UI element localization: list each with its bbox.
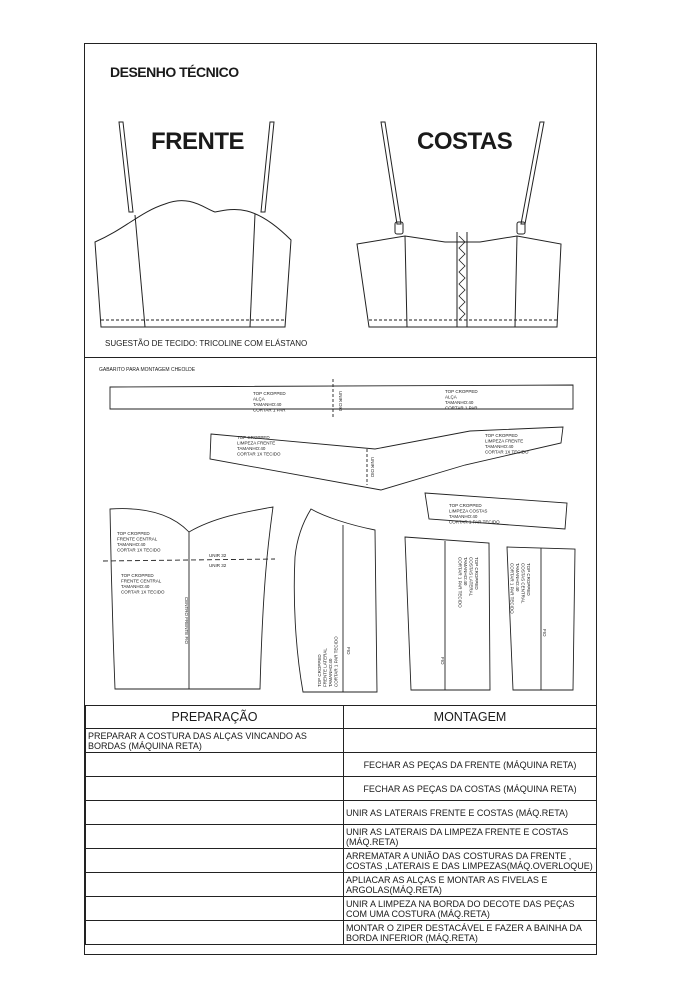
- fabric-suggestion: SUGESTÃO DE TECIDO: TRICOLINE COM ELÁSTANO: [105, 339, 308, 348]
- technical-drawing-section: [85, 44, 596, 358]
- facing-front-label-right: TOP CROPPED LIMPEZA FRENTE TAMANHO:40 CORTAR 1X TECIDO: [485, 433, 529, 455]
- pattern-drawings: [85, 357, 596, 705]
- facing-back-label: TOP CROPPED LIMPEZA COSTAS TAMANHO:40 CORTAR 1 PAR TECIDO: [449, 503, 500, 525]
- prep-header: PREPARAÇÃO: [86, 706, 344, 729]
- production-table: [85, 705, 597, 945]
- center-front-fold-label: CENTRO FRENTE FIO: [184, 597, 189, 644]
- prep-cell: [86, 873, 344, 897]
- assembly-cell: FECHAR AS PEÇAS DA COSTAS (MÁQUINA RETA): [344, 777, 597, 801]
- back-label: COSTAS: [417, 128, 513, 155]
- back-view-drawing: [357, 122, 561, 327]
- prep-cell: [86, 801, 344, 825]
- assembly-cell: UNIR AS LATERAIS DA LIMPEZA FRENTE E COSTAS (MÁQ.RETA): [344, 825, 597, 849]
- facing-front-label-left: TOP CROPPED LIMPEZA FRENTE TAMANHO:40 CORTAR 1X TECIDO: [237, 435, 281, 457]
- prep-cell: [86, 921, 344, 945]
- table-row: [86, 921, 597, 945]
- assembly-cell: UNIR A LIMPEZA NA BORDA DO DECOTE DAS PEÇAS COM UMA COSTURA (MÁQ.RETA): [344, 897, 597, 921]
- back-center-label: TOP CROPPEDCOSTAS CENTRALTAMANHO:40CORTAR 1 PAR TECIDO: [509, 563, 531, 614]
- pattern-pieces-section: [85, 357, 596, 706]
- table-row: [86, 825, 597, 849]
- strap-label-left: TOP CROPPED ALÇA TAMANHO:40 CORTAR 1 PAR: [253, 391, 286, 413]
- technical-sheet: [84, 43, 597, 955]
- assembly-header: MONTAGEM: [344, 706, 597, 729]
- assembly-cell: ARREMATAR A UNIÃO DAS COSTURAS DA FRENTE , COSTAS ,LATERAIS E DAS LIMPEZAS(MÁQ.OVERLOQUE): [344, 849, 597, 873]
- table-row: [86, 897, 597, 921]
- prep-cell: [86, 777, 344, 801]
- join-label-1: UNIR 32: [209, 553, 227, 558]
- back-center-grain-label: FIO: [542, 629, 547, 637]
- table-row: [86, 849, 597, 873]
- assembly-cell: APLIACAR AS ALÇAS E MONTAR AS FIVELAS E ARGOLAS(MÁQ.RETA): [344, 873, 597, 897]
- prep-cell: PREPARAR A COSTURA DAS ALÇAS VINCANDO AS BORDAS (MÁQUINA RETA): [86, 729, 344, 753]
- section-title: DESENHO TÉCNICO: [110, 64, 239, 80]
- assembly-cell: UNIR AS LATERAIS FRENTE E COSTAS (MÁQ.RETA): [344, 801, 597, 825]
- front-label: FRENTE: [151, 128, 244, 155]
- back-side-label: TOP CROPPEDCOSTAS LATERALTAMANHO:40CORTAR 1 PAR TECIDO: [457, 557, 479, 608]
- assembly-cell: [344, 729, 597, 753]
- front-center-label-top: TOP CROPPED FRENTE CENTRAL TAMANHO:40 CORTAR 1X TECIDO: [117, 531, 161, 553]
- assembly-cell: MONTAR O ZIPER DESTACÁVEL E FAZER A BAINHA DA BORDA INFERIOR (MÁQ.RETA): [344, 921, 597, 945]
- join-label-2: UNIR 32: [209, 563, 227, 568]
- table-row: [86, 777, 597, 801]
- garment-drawings: [85, 44, 596, 357]
- prep-cell: [86, 849, 344, 873]
- table-row: [86, 729, 597, 753]
- front-view-drawing: [95, 122, 291, 327]
- table-row: [86, 873, 597, 897]
- strap-label-right: TOP CROPPED ALÇA TAMANHO:40 CORTAR 1 PAR: [445, 389, 478, 411]
- assembly-cell: FECHAR AS PEÇAS DA FRENTE (MÁQUINA RETA): [344, 753, 597, 777]
- prep-cell: [86, 897, 344, 921]
- table-row: [86, 753, 597, 777]
- front-side-grain-label: FIO: [346, 647, 351, 655]
- pattern-caption: GABARITO PARA MONTAGEM CHEOLDE: [99, 367, 196, 373]
- prep-cell: [86, 753, 344, 777]
- front-side-label: TOP CROPPEDFRENTE LATERALTAMANHO:40CORTAR 1 PAR TECIDO: [317, 636, 339, 687]
- strap-join-label: UNIR DIO: [338, 391, 343, 412]
- table-row: [86, 801, 597, 825]
- prep-cell: [86, 825, 344, 849]
- back-side-grain-label: FIO: [440, 657, 445, 665]
- front-center-label-bottom: TOP CROPPED FRENTE CENTRAL TAMANHO:40 CORTAR 1X TECIDO: [121, 573, 165, 595]
- facing-join-label: UNIR DIO: [370, 457, 375, 478]
